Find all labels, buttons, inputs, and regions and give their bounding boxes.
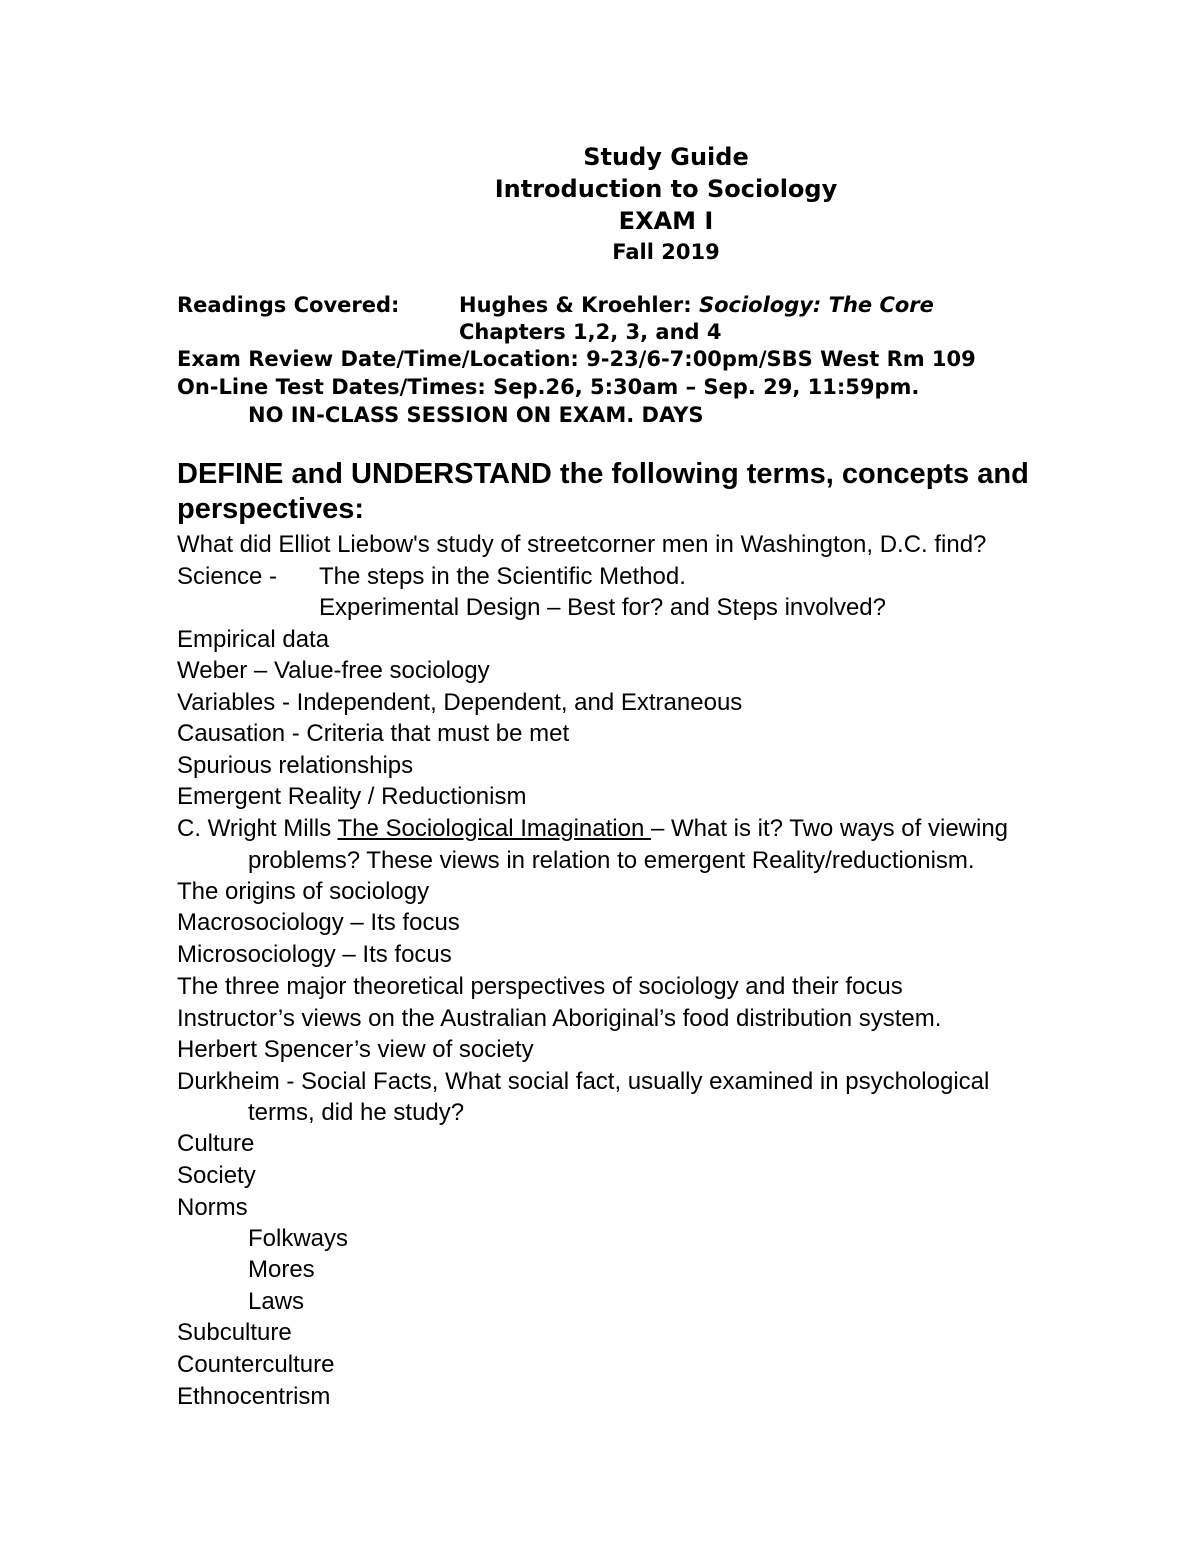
- term-item: Durkheim - Social Facts, What social fact, usually examined in psychological: [177, 1068, 990, 1095]
- term-item: Ethnocentrism: [177, 1383, 331, 1410]
- term-text: C. Wright Mills: [177, 815, 338, 842]
- doc-title: Study Guide: [583, 143, 749, 171]
- term-item: Folkways: [248, 1225, 349, 1252]
- readings-authors: Hughes & Kroehler:: [459, 293, 699, 317]
- term-item: Culture: [177, 1130, 255, 1157]
- course-title: Introduction to Sociology: [494, 175, 838, 203]
- term-item: problems? These views in relation to emergent Reality/reductionism.: [248, 847, 975, 874]
- term-item: Spurious relationships: [177, 752, 414, 779]
- term-item: Instructor’s views on the Australian Aboriginal’s food distribution system.: [177, 1005, 942, 1032]
- term-item: Variables - Independent, Dependent, and Extraneous: [177, 689, 743, 716]
- term-item: Science -: [177, 563, 278, 590]
- term-item: Laws: [248, 1288, 305, 1315]
- term-item: Society: [177, 1162, 256, 1189]
- term-item: Norms: [177, 1194, 248, 1221]
- online-test-info: On-Line Test Dates/Times: Sep.26, 5:30am – Sep. 29, 11:59pm.: [177, 375, 920, 399]
- term-item: The steps in the Scientific Method.: [319, 563, 686, 590]
- term-item: Microsociology – Its focus: [177, 941, 452, 968]
- term-item: Emergent Reality / Reductionism: [177, 783, 527, 810]
- term-item: Causation - Criteria that must be met: [177, 720, 570, 747]
- term-item: Experimental Design – Best for? and Steps involved?: [319, 594, 886, 621]
- term-item: The three major theoretical perspectives of sociology and their focus: [177, 973, 903, 1000]
- readings-chapters: Chapters 1,2, 3, and 4: [459, 320, 722, 344]
- term-item: Herbert Spencer’s view of society: [177, 1036, 534, 1063]
- exam-review-info: Exam Review Date/Time/Location: 9-23/6-7:00pm/SBS West Rm 109: [177, 347, 976, 371]
- term-item: The origins of sociology: [177, 878, 430, 905]
- term-item: terms, did he study?: [248, 1099, 465, 1126]
- term-text: – What is it? Two ways of viewing: [650, 815, 1009, 842]
- term-item: Macrosociology – Its focus: [177, 909, 460, 936]
- readings-book-title: Sociology: The Core: [698, 293, 934, 317]
- term-item: Mores: [248, 1256, 315, 1283]
- readings-label: Readings Covered:: [177, 293, 400, 317]
- term-item: Weber – Value-free sociology: [177, 657, 490, 684]
- no-class-notice: NO IN-CLASS SESSION ON EXAM. DAYS: [248, 403, 704, 427]
- term-item: Subculture: [177, 1319, 292, 1346]
- term-item: What did Elliot Liebow's study of streetcorner men in Washington, D.C. find?: [177, 531, 987, 558]
- readings-source: [459, 292, 934, 319]
- term-item: [177, 813, 1008, 844]
- term-label: Fall 2019: [612, 240, 720, 264]
- section-heading: DEFINE and UNDERSTAND the following terms, concepts and perspectives:: [177, 458, 1029, 525]
- term-item: Counterculture: [177, 1351, 335, 1378]
- exam-title: EXAM I: [618, 207, 714, 235]
- book-title-underlined: The Sociological Imagination: [337, 815, 651, 842]
- term-item: Empirical data: [177, 626, 330, 653]
